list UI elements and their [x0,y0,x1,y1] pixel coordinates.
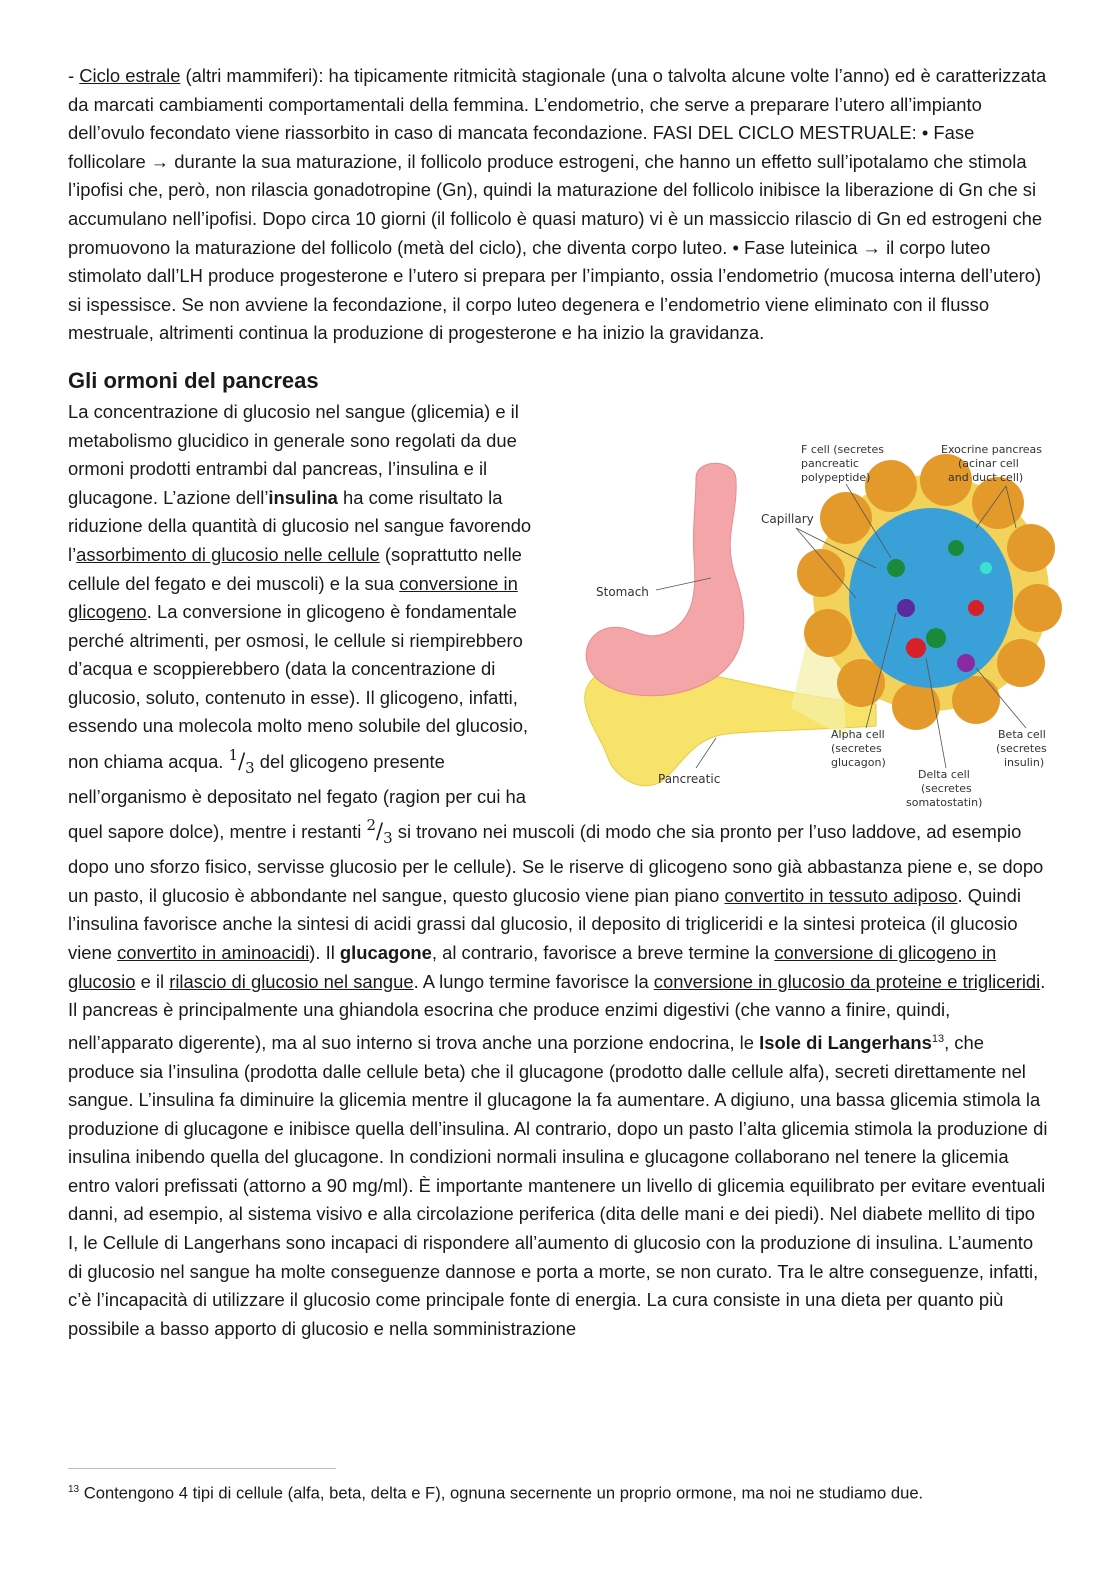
svg-text:insulin): insulin) [1004,755,1045,769]
paragraph-ciclo-estrale: - Ciclo estrale (altri mammiferi): ha tipicamente ritmicità stagionale (una o talvolta alcune volte l’anno) ed è caratterizzata da marcati cambiamenti comportamentali della femmina. L’endometrio, che serve a preparare l’utero all’impianto dell’ovulo fecondato viene riassorbito in caso di mancata fecondazione. FASI DEL CICLO MESTRUALE: • Fase follicolare → durante la sua maturazione, il follicolo produce estrogeni, che hanno un effetto sull’ipotalamo che stimola l’ipofisi che, però, non rilascia gonadotropine (Gn), quindi la maturazione del follicolo inibisce la liberazione di Gn che si accumulano nell’ipofisi. Dopo circa 10 giorni (il follicolo è quasi maturo) vi è un massiccio rilascio di Gn ed estrogeni che promuovono la maturazione del follicolo (metà del ciclo), che diventa corpo luteo. • Fase luteinica → il corpo luteo stimolato dall’LH produce progesterone e l’utero si prepara per l’impianto, ossia l’endometrio (mucosa interna dell’utero) si ispessisce. Se non avviene la fecondazione, il corpo luteo degenera e l’endometrio viene eliminato con il flusso mestruale, altrimenti continua la produzione di progesterone e ha inizio la gravidanza. [68,65,1047,344]
term-ciclo-estrale: Ciclo estrale [79,65,181,86]
term-insulina: insulina [268,486,338,508]
svg-text:and duct cell): and duct cell) [948,470,1024,484]
term-isole-langerhans: Isole di Langerhans [759,1031,932,1053]
underlined-text: conversione di glicogeno in glucosio [68,942,997,992]
pancreas-diagram [546,408,1058,809]
underlined-text: conversione in glicogeno [68,572,518,623]
label-delta [906,768,982,809]
svg-text:polypeptide): polypeptide) [801,470,871,484]
underlined-text: rilascio di glucosio nel sangue [169,970,414,992]
paragraph-pancreas-hormones: F cell (secretes pancreatic polypeptide) Exocrine pancreas (acinar cell and duct cell) Capillary Stomach Pancreatic Alpha cell (secretes glucagon) Beta cell (secretes insulin) Delta cell (secretes somatostatin) La concentrazione di glucosio nel sangue (glicemia) e il metabolismo glucidico in generale sono regolati da due ormoni prodotti entrambi dal pancreas, l’insulina e il glucagone. L’azione dell’insulina ha come risultato la riduzione della quantità di glucosio nel sangue favorendo l’assorbimento di glucosio nelle cellule (soprattutto nelle cellule del fegato e dei muscoli) e la sua conversione in glicogeno. La conversione in glicogeno è fondamentale perché altrimenti, per osmosi, le cellule si riempirebbero d’acqua e scoppierebbero (data la concentrazione di glucosio, soluto, contenuto in esse). Il glicogeno, infatti, essendo una molecola molto meno solubile del glucosio, non chiama acqua. $^1/_3$ del glicogeno presente nell’organismo è depositato nel fegato (ragion per cui ha quel sapore dolce), mentre i restanti $^2/_3$ si trovano nei muscoli (di modo che sia pronto per l’uso laddove, ad esempio dopo uno sforzo fisico, servisse glucosio per le cellule). Se le riserve di glicogeno sono già abbastanza piene e, se dopo un pasto, il glucosio è abbondante nel sangue, questo glucosio viene pian piano convertito in tessuto adiposo. Quindi l’insulina favorisce anche la sintesi di acidi grassi dal glucosio, il deposito di trigliceridi e la sintesi proteica (il glucosio viene convertito in aminoacidi). Il glucagone, al contrario, favorisce a breve termine la conversione di glicogeno in glucosio e il rilascio di glucosio nel sangue. A lungo termine favorisce la conversione in glucosio da proteine e trigliceridi. [68,398,1048,996]
term-glucagone: glucagone [339,942,432,963]
svg-text:(secretes: (secretes [831,741,882,755]
footnote-ref: 13 [931,1032,945,1045]
svg-text:(secretes: (secretes [996,741,1047,755]
section-body [68,398,1048,1344]
underlined-text: conversione in glucosio da proteine e trigliceridi [653,970,1041,992]
label-alpha [831,728,886,769]
svg-text:glucagon): glucagon) [831,755,886,769]
fraction-two-thirds: $^2/_3$ [366,816,393,848]
islet-of-langerhans [849,508,1013,688]
svg-text:Exocrine pancreas: Exocrine pancreas [941,442,1042,456]
svg-text:Alpha cell: Alpha cell [831,727,885,741]
svg-text:Beta cell: Beta cell [998,727,1046,741]
underlined-text: convertito in aminoacidi [117,942,310,963]
stomach-shape [586,463,744,695]
label-beta [996,728,1047,769]
svg-text:(secretes: (secretes [921,781,972,795]
document-page [68,62,1048,1343]
label-pancreatic: Pancreatic [658,771,721,786]
underlined-text: convertito in tessuto adiposo [724,884,958,906]
section-heading: Gli ormoni del pancreas [68,367,319,393]
paragraph-langerhans: Il pancreas è principalmente una ghiandola esocrina che produce enzimi digestivi (che vanno a finire, quindi, nell’apparato digerente), ma al suo interno si trova anche una porzione endocrina, le Isole di Langerhans$^{13}$, che produce sia l’insulina (prodotta dalle cellule beta) che il glucagone (prodotto dalle cellule alfa), secreti direttamente nel sangue. L’insulina fa diminuire la glicemia mentre il glucagone la fa aumentare. A digiuno, una bassa glicemia stimola la produzione di glucagone e inibisce quella dell’insulina. Al contrario, dopo un pasto l’alta glicemia stimola la produzione di insulina inibendo quella del glucagone. In condizioni normali insulina e glucagone collaborano nel tenere la glicemia entro valori prefissati (attorno a 90 mg/ml). È importante mantenere un livello di glicemia equilibrato per evitare eventuali danni, ad esempio, al sistema visivo e alla circolazione periferica (dita delle mani e dei piedi). Nel diabete mellito di tipo I, le Cellule di Langerhans sono incapaci di rispondere all’aumento di glucosio con la produzione di insulina. L’aumento di glucosio nel sangue ha molte conseguenze dannose e porta a morte, se non curato. Tra le altre conseguenze, infatti, c’è l’incapacità di utilizzare il glucosio come principale fonte di energia. La cura consiste in una dieta per quanto più possibile a basso apporto di glucosio e nella somministrazione [68,999,1048,1339]
fraction-one-third: $^1/_3$ [228,746,255,778]
underlined-text: assorbimento di glucosio nelle cellule [76,543,380,565]
svg-text:(acinar cell: (acinar cell [958,456,1019,470]
svg-text:pancreatic: pancreatic [801,456,859,470]
svg-text:F cell (secretes: F cell (secretes [801,442,884,456]
pancreas-illustration [546,408,1058,809]
label-capillary: Capillary [761,511,814,526]
footnote-separator [68,1468,336,1469]
svg-text:Delta cell: Delta cell [918,767,970,781]
footnote: $^{13}$ Contengono 4 tipi di cellule (alfa, beta, delta e F), ognuna secernente un proprio ormone, ma noi ne studiamo due. [68,1483,924,1503]
label-stomach: Stomach [596,584,649,599]
svg-text:somatostatin): somatostatin) [906,795,983,809]
